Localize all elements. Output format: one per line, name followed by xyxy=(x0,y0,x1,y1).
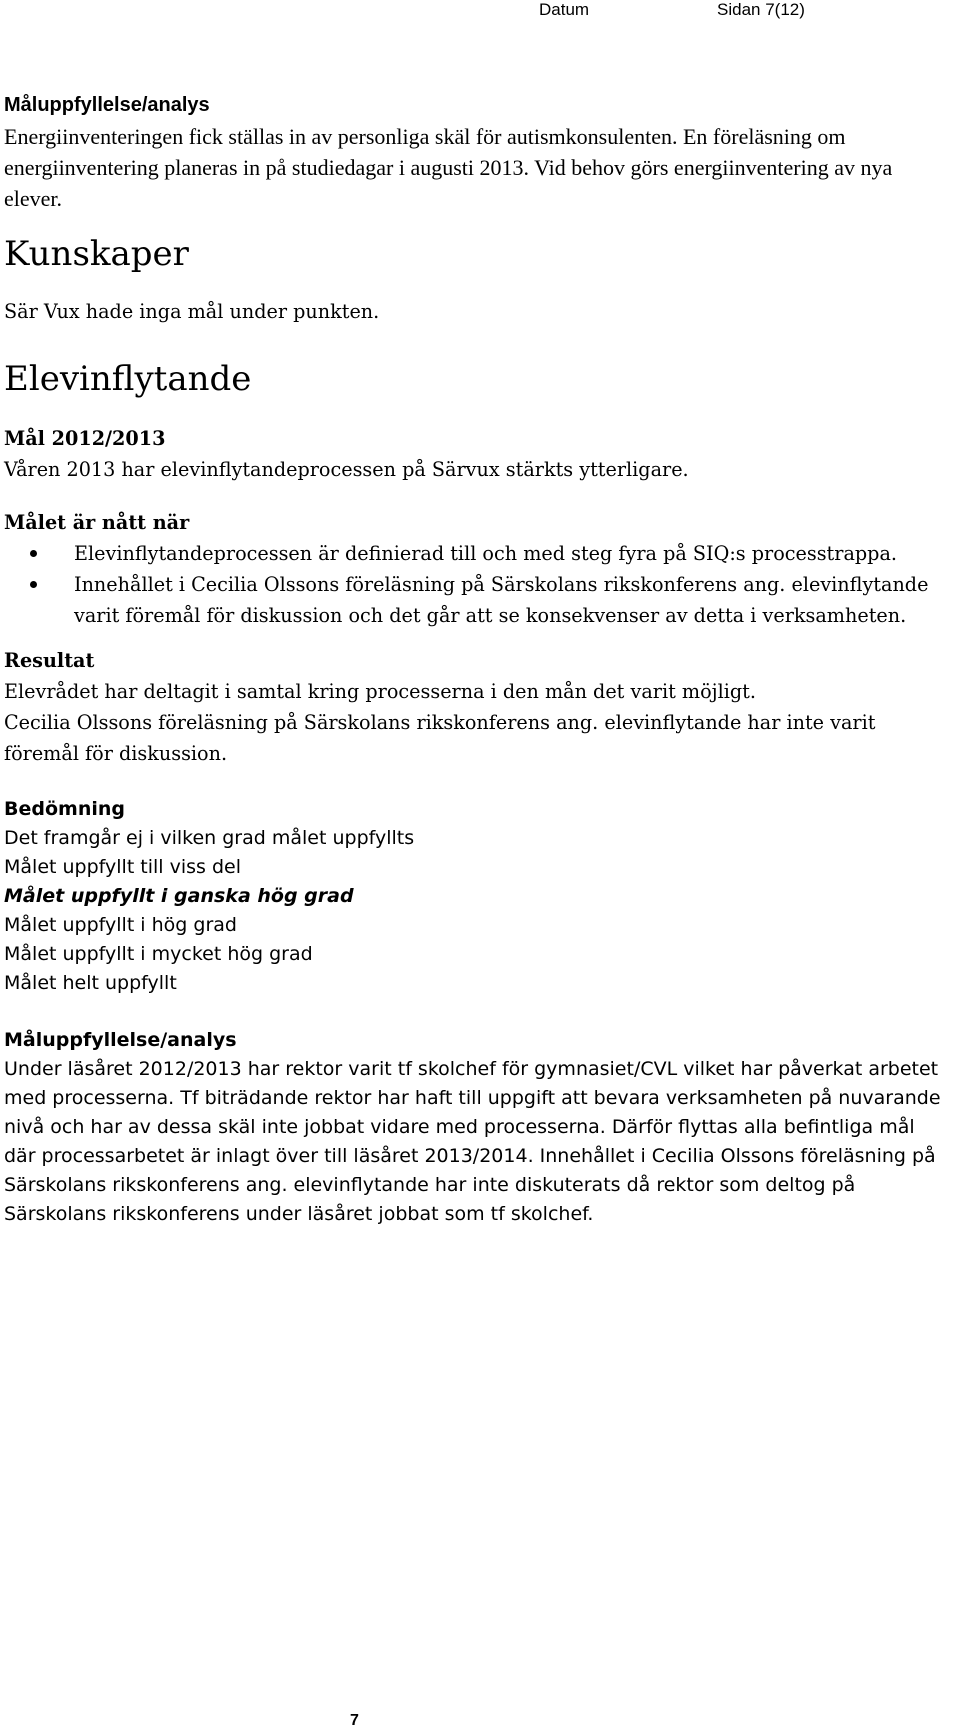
footer-page-number: 7 xyxy=(350,1712,359,1729)
bedomning-title: Bedömning xyxy=(4,798,125,820)
section-title-maluppfyllelse-1: Måluppfyllelse/analys xyxy=(4,94,210,116)
section-title-maluppfyllelse-2: Måluppfyllelse/analys xyxy=(4,1029,237,1051)
bullet-icon xyxy=(30,550,37,557)
bedomning-option: Målet uppfyllt till viss del xyxy=(4,856,242,878)
header-page-number: Sidan 7(12) xyxy=(717,0,805,19)
criteria-item-text: Elevinflytandeprocessen är definierad till och med steg fyra på SIQ:s processtrappa. xyxy=(74,542,897,565)
criteria-list-item xyxy=(4,569,944,631)
resultat-line: Cecilia Olssons föreläsning på Särskolans rikskonferens ang. elevinflytande har inte varit föremål för diskussion. xyxy=(4,711,876,765)
section-body-maluppfyllelse-2: Under läsåret 2012/2013 har rektor varit tf skolchef för gymnasiet/CVL vilket har påverkat arbetet med processerna. Tf biträdande rektor har haft till uppgift att bevara verksamheten på nuvarande nivå och har av dessa skäl inte jobbat vidare med processerna. Därför flyttas alla befintliga mål där processarbetet är inlagt över till läsåret 2013/2014. Innehållet i Cecilia Olssons föreläsning på Särskolans rikskonferens ang. elevinflytande har inte diskuterats då rektor som deltog på Särskolans rikskonferens under läsåret jobbat som tf skolchef. xyxy=(4,1058,941,1225)
goal-title: Mål 2012/2013 xyxy=(4,427,166,450)
kunskaper-text: Sär Vux hade inga mål under punkten. xyxy=(4,300,380,323)
bedomning-option: Målet helt uppfyllt xyxy=(4,972,177,994)
bedomning-option: Det framgår ej i vilken grad målet uppfyllts xyxy=(4,827,415,849)
bedomning-option: Målet uppfyllt i hög grad xyxy=(4,914,237,936)
criteria-list-item xyxy=(4,538,944,569)
bedomning-option: Målet uppfyllt i mycket hög grad xyxy=(4,943,313,965)
heading-kunskaper: Kunskaper xyxy=(4,234,189,274)
criteria-item-text: Innehållet i Cecilia Olssons föreläsning på Särskolans rikskonferens ang. elevinflytande varit föremål för diskussion och det går att se konsekvenser av detta i verksamheten. xyxy=(74,573,929,627)
heading-elevinflytande: Elevinflytande xyxy=(4,359,252,399)
section-body-maluppfyllelse-1: Energiinventeringen fick ställas in av personliga skäl för autismkonsulenten. En föreläsning om energiinventering planeras in på studiedagar i augusti 2013. Vid behov görs energiinventering av nya elever. xyxy=(4,124,893,211)
bedomning-option-selected: Målet uppfyllt i ganska hög grad xyxy=(4,885,354,907)
criteria-title: Målet är nått när xyxy=(4,511,190,534)
criteria-list xyxy=(4,538,944,631)
resultat-title: Resultat xyxy=(4,649,95,672)
document-body xyxy=(4,94,944,1229)
bullet-icon xyxy=(30,581,37,588)
goal-text: Våren 2013 har elevinflytandeprocessen på Särvux stärkts ytterligare. xyxy=(4,458,689,481)
header-date-label: Datum xyxy=(539,0,590,19)
resultat-line: Elevrådet har deltagit i samtal kring processerna i den mån det varit möjligt. xyxy=(4,680,756,703)
